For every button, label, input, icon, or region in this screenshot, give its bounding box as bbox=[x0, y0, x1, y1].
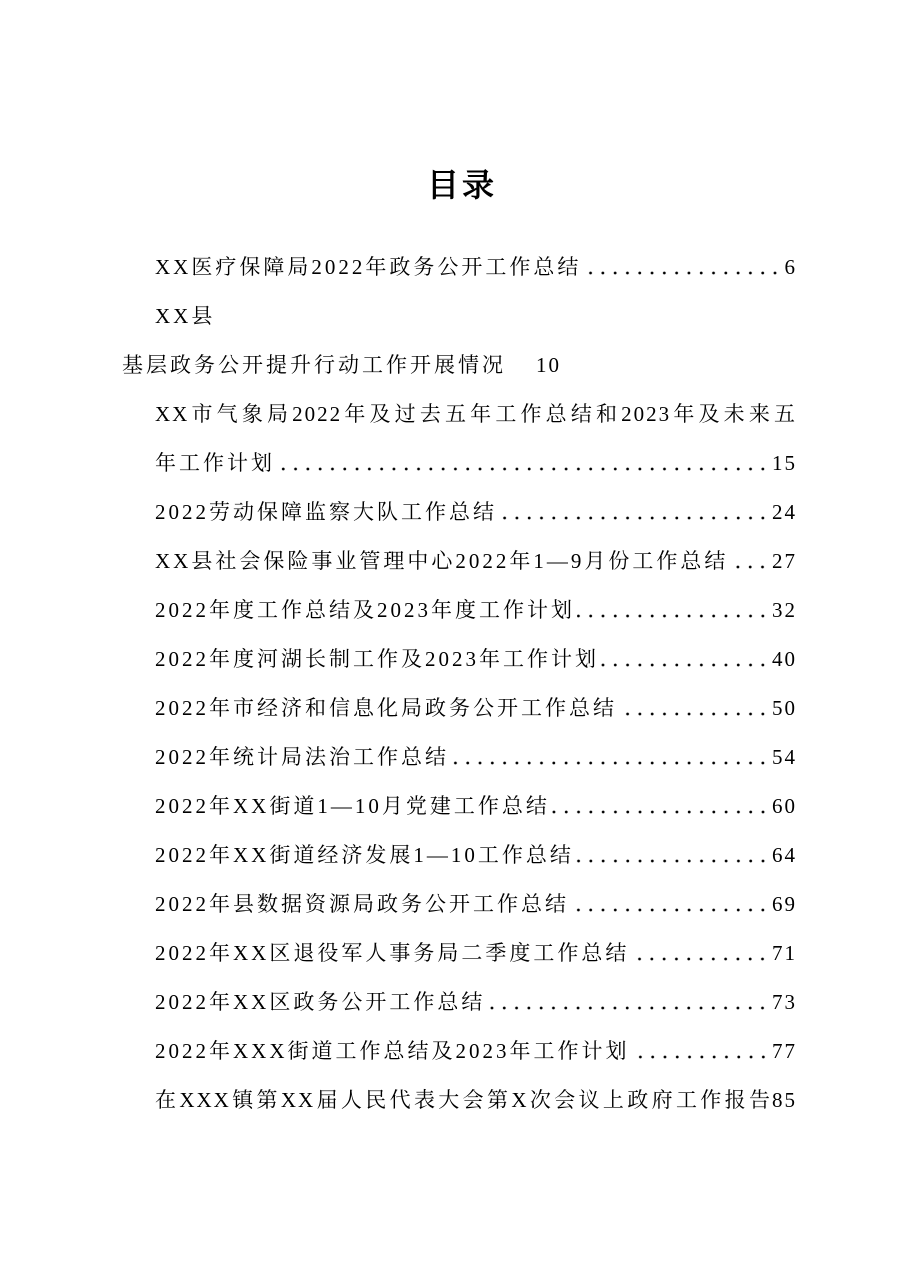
dot-leader bbox=[487, 978, 769, 1027]
toc-entry bbox=[155, 880, 797, 929]
toc-entry-page: 77 bbox=[772, 1039, 797, 1063]
toc-entry-page: 24 bbox=[772, 500, 797, 524]
toc-entry-page: 15 bbox=[772, 451, 797, 475]
toc-entry bbox=[155, 537, 797, 586]
dot-leader bbox=[277, 439, 769, 488]
toc-entry bbox=[155, 586, 797, 635]
toc-entry bbox=[155, 929, 797, 978]
toc-entry bbox=[155, 684, 797, 733]
toc-entry bbox=[155, 292, 797, 341]
toc-entry bbox=[155, 1076, 797, 1125]
toc-entry-title-line1: XX县 bbox=[155, 304, 216, 328]
toc-entry-title: 2022年XX街道1—10月党建工作总结 bbox=[155, 794, 550, 818]
dot-leader bbox=[577, 586, 769, 635]
toc-entry-page: 27 bbox=[772, 549, 797, 573]
toc-entry-page: 50 bbox=[772, 696, 797, 720]
dot-leader bbox=[451, 733, 769, 782]
toc-entry-title: 2022年XX街道经济发展1—10工作总结 bbox=[155, 843, 574, 867]
toc-entry-page: 71 bbox=[772, 941, 797, 965]
toc-entry-title-line2: 基层政务公开提升行动工作开展情况 bbox=[122, 353, 506, 377]
toc-entry bbox=[155, 390, 797, 439]
toc-entry bbox=[155, 635, 797, 684]
toc-entry-title-line1: XX市气象局2022年及过去五年工作总结和2023年及未来五 bbox=[155, 402, 797, 426]
toc-entry bbox=[155, 1027, 797, 1076]
dot-leader bbox=[583, 243, 781, 292]
toc-entry-continuation bbox=[155, 439, 797, 488]
toc-entry-title: 2022年县数据资源局政务公开工作总结 bbox=[155, 892, 569, 916]
table-of-contents bbox=[0, 243, 909, 1125]
toc-entry bbox=[155, 782, 797, 831]
toc-entry-continuation bbox=[122, 341, 797, 390]
page-title: 目录 bbox=[426, 167, 497, 203]
toc-entry-page: 60 bbox=[772, 794, 797, 818]
dot-leader bbox=[576, 831, 769, 880]
dot-leader bbox=[571, 880, 769, 929]
toc-entry-page: 32 bbox=[772, 598, 797, 622]
toc-entry-page: 69 bbox=[772, 892, 797, 916]
toc-entry-title: 2022年统计局法治工作总结 bbox=[155, 745, 449, 769]
dot-leader bbox=[499, 488, 769, 537]
toc-entry-title: XX县社会保险事业管理中心2022年1—9月份工作总结 bbox=[155, 549, 729, 573]
toc-entry-title: 2022年XX区政务公开工作总结 bbox=[155, 990, 486, 1014]
toc-entry bbox=[155, 243, 797, 292]
dot-leader bbox=[631, 929, 769, 978]
toc-entry-title: XX医疗保障局2022年政务公开工作总结 bbox=[155, 255, 582, 279]
toc-entry-title: 在XXX镇第XX届人民代表大会第X次会议上政府工作报告 bbox=[155, 1088, 772, 1112]
toc-entry-page: 6 bbox=[784, 255, 797, 279]
toc-entry bbox=[155, 488, 797, 537]
toc-entry-page: 54 bbox=[772, 745, 797, 769]
toc-entry-page: 40 bbox=[772, 647, 797, 671]
toc-entry-title: 2022年XXX街道工作总结及2023年工作计划 bbox=[155, 1039, 630, 1063]
toc-entry-title-line2: 年工作计划 bbox=[155, 451, 275, 475]
dot-leader bbox=[619, 684, 769, 733]
toc-entry-title: 2022劳动保障监察大队工作总结 bbox=[155, 500, 497, 524]
toc-entry-page: 73 bbox=[772, 990, 797, 1014]
toc-entry-title: 2022年度河湖长制工作及2023年工作计划 bbox=[155, 647, 599, 671]
toc-entry bbox=[155, 831, 797, 880]
toc-entry-title: 2022年市经济和信息化局政务公开工作总结 bbox=[155, 696, 617, 720]
toc-entry bbox=[155, 978, 797, 1027]
toc-entry bbox=[155, 733, 797, 782]
dot-leader bbox=[601, 635, 769, 684]
dot-leader bbox=[730, 537, 769, 586]
dot-leader bbox=[632, 1027, 770, 1076]
toc-entry-title: 2022年XX区退役军人事务局二季度工作总结 bbox=[155, 941, 630, 965]
toc-entry-page: 64 bbox=[772, 843, 797, 867]
dot-leader bbox=[552, 782, 769, 831]
toc-entry-title: 2022年度工作总结及2023年度工作计划 bbox=[155, 598, 575, 622]
toc-entry-page: 10 bbox=[536, 353, 561, 377]
toc-entry-page: 85 bbox=[772, 1088, 797, 1112]
